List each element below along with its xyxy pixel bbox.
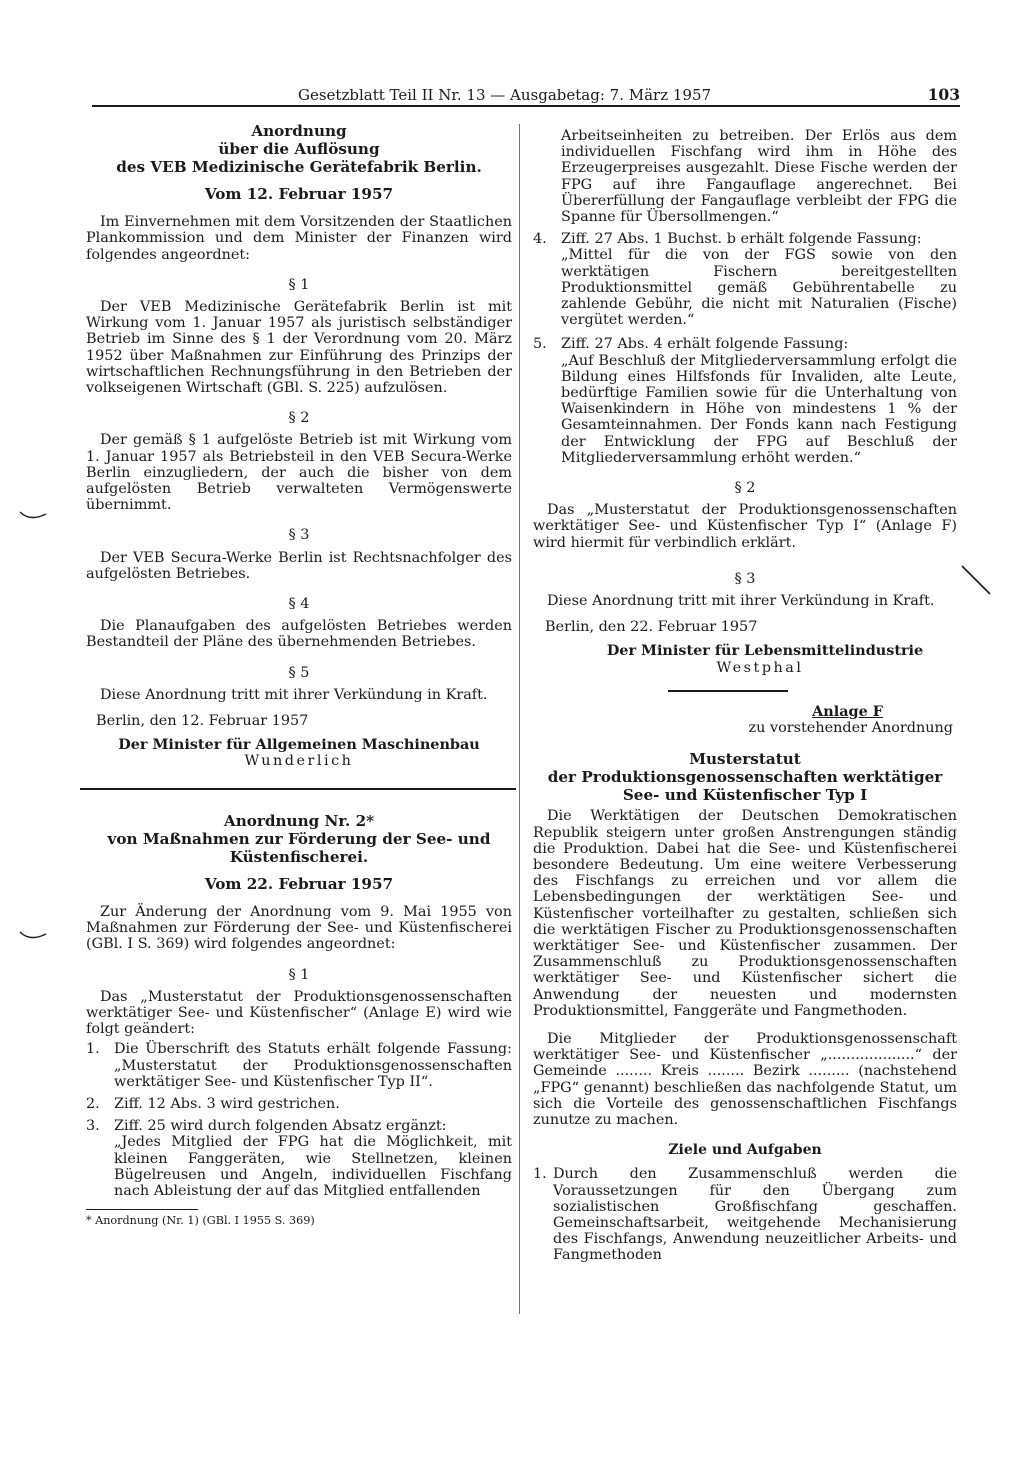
list-item-number: 1. (86, 1041, 100, 1058)
amendment-list-continued (533, 231, 957, 466)
list-item-number: 1. (533, 1166, 547, 1183)
ordinance-2-intro: Zur Änderung der Anordnung vom 9. Mai 1955 von Maßnahmen zur Förderung der See- und Küstenfischerei (GBl. I S. 369) wird folgendes angeordnet: (86, 903, 512, 953)
list-item-number: 2. (86, 1095, 100, 1112)
list-item-number: 3. (86, 1118, 100, 1135)
section-text: Diese Anordnung tritt mit ihrer Verkündung in Kraft. (547, 593, 935, 610)
section-heading: § 2 (288, 410, 310, 427)
margin-mark-right (960, 564, 994, 598)
statute-title (533, 750, 957, 804)
running-title: Gesetzblatt Teil II Nr. 13 — Ausgabetag: 7. März 1957 (298, 86, 712, 104)
ordinance-2-title (86, 812, 512, 866)
ordinance-1-signatory: Wunderlich (244, 753, 354, 770)
annex-label (533, 704, 957, 720)
section-text: Diese Anordnung tritt mit ihrer Verkündung in Kraft. (100, 686, 488, 703)
section-text: Das „Musterstatut der Produktionsgenossenschaften werktätiger See- und Küstenfischer Typ I“ (Anlage F) wird hiermit für verbindlich erklärt. (533, 502, 957, 551)
ordinance-1-intro: Im Einvernehmen mit dem Vorsitzenden der Staatlichen Plankommission und dem Minister der Finanzen wird folgendes angeordnet: (86, 214, 512, 263)
ordinance-2-title-line: von Maßnahmen zur Förderung der See- und (107, 829, 491, 848)
statute-preamble: Die Werktätigen der Deutschen Demokratischen Republik steigern unter großen Anstrengungen ständig die Produktion. Dabei hat die See- und Küstenfischerei besondere Bedeutung. Um eine weitere Verbesserung des Fischfangs zu erreichen und vor allem die Lebensbedingungen der werktätigen See- und Küstenfischer vorteilhafter zu gestalten, schließen sich die werktätigen Fischer zu Produktionsgenossenschaften werktätiger See- und Küstenfischer zusammen. Der Zusammenschluß zu Produktionsgenossenschaften werktätiger See- und Küstenfischer sichert die Anwendung der neuesten und modernsten Produktionsmittel, Fanggeräte und Fangmethoden. (533, 808, 957, 1019)
list-item (86, 1041, 512, 1090)
ordinance-1-title-line: Anordnung (251, 122, 347, 140)
annex-label-text: Anlage F (812, 702, 883, 720)
list-item-text: Ziff. 25 wird durch folgenden Absatz ergänzt: (114, 1118, 447, 1135)
list-item (533, 1166, 957, 1263)
footnote-rule (86, 1209, 198, 1210)
list-item-quote: „Mittel für die von der FGS sowie von den werktätigen Fischern bereitgestellten Produktionsmittel gemäß Gebührentabelle zu zahlende Gebühr, die nicht mit Naturalien (Fische) vergütet werden.“ (561, 247, 957, 329)
list-item-text: Ziff. 27 Abs. 1 Buchst. b erhält folgende Fassung: (561, 231, 922, 248)
list-item (86, 1118, 512, 1134)
ordinance-1-date: Vom 12. Februar 1957 (204, 185, 394, 203)
section-heading: § 5 (288, 664, 310, 681)
section-heading: § 1 (288, 276, 310, 293)
ordinance-2-date: Vom 22. Februar 1957 (204, 874, 394, 893)
list-item-number: 4. (533, 231, 547, 248)
ordinance-1-title-line: über die Auflösung (218, 140, 380, 158)
ordinance-2-title-line: Küstenfischerei. (229, 847, 369, 866)
statute-goals-list (533, 1166, 957, 1263)
list-item (86, 1096, 512, 1112)
section-heading: § 1 (288, 966, 310, 983)
ordinance-1-minister: Der Minister für Allgemeinen Maschinenbau (118, 736, 480, 754)
right-column (533, 118, 957, 1270)
statute-section-heading: Ziele und Aufgaben (668, 1142, 822, 1159)
signature-separator (668, 690, 788, 692)
ordinance-separator (80, 788, 516, 790)
list-item-quote: „Auf Beschluß der Mitgliederversammlung erfolgt die Bildung eines Hilfsfonds für Invaliden, alte Leute, bedürftige Familien sowie für die Unterhaltung von Waisenkindern in Höhe von mindestens 1 % der Gesamteinnahmen. Der Fonds kann nach Festigung der Entwicklung der FPG auf Beschluß der Mitgliederversammlung erhöht werden.“ (561, 352, 957, 466)
list-item (533, 336, 957, 352)
list-item-text: Ziff. 12 Abs. 3 wird gestrichen. (114, 1095, 340, 1112)
amendment-list (86, 1041, 512, 1199)
left-column (86, 118, 512, 1227)
section-heading: § 3 (734, 570, 756, 587)
statute-title-line: See- und Küstenfischer Typ I (622, 786, 868, 805)
ordinance-2-place-date: Berlin, den 22. Februar 1957 (545, 619, 758, 636)
annex-subtitle: zu vorstehender Anordnung (748, 720, 953, 737)
statute-title-line: der Produktionsgenossenschaften werktätiger (547, 768, 943, 787)
list-item-quote: „Jedes Mitglied der FPG hat die Möglichkeit, mit kleinen Fanggeräten, wie Stellnetzen, kleinen Bügelreusen und Angeln, individuellen Fischfang nach Ableistung der auf das Mitglied entfallenden (114, 1134, 512, 1199)
section-heading: § 4 (288, 596, 310, 613)
section-text: Die Planaufgaben des aufgelösten Betriebes werden Bestandteil der Pläne des übernehmenden Betriebes. (86, 618, 512, 651)
list-item-text: Ziff. 27 Abs. 4 erhält folgende Fassung: (561, 336, 849, 353)
running-header (92, 86, 960, 104)
list-item (533, 231, 957, 247)
ordinance-2-title-line: Anordnung Nr. 2* (223, 811, 375, 830)
ordinance-1-title-line: des VEB Medizinische Gerätefabrik Berlin. (116, 158, 482, 176)
statute-title-line: Musterstatut (689, 750, 801, 769)
column-divider (519, 124, 520, 1314)
list-item-number: 5. (533, 336, 547, 353)
statute-members-paragraph: Die Mitglieder der Produktionsgenossenschaft werktätiger See- und Küstenfischer „...................“ der Gemeinde ........ Kreis ........ Bezirk ......... (nachstehend „FPG“ genannt) beschließen das nachfolgende Statut, um sich die Vorteile des genossenschaftlichen Fischfangs zunutze zu machen. (533, 1030, 957, 1128)
list-item-quote-continued: Arbeitseinheiten zu betreiben. Der Erlös aus dem individuellen Fischfang wird ihm in Höhe des Erzeugerpreises ausgezahlt. Diese Fische werden der FPG auf ihre Fangauflage angerechnet. Bei Übererfüllung der Fangauflage verbleibt der FPG die Spanne für Übersollmengen.“ (561, 128, 957, 226)
header-rule (92, 105, 960, 107)
section-text: Das „Musterstatut der Produktionsgenossenschaften werktätiger See- und Küstenfischer“ (Anlage E) wird wie folgt geändert: (86, 988, 512, 1038)
ordinance-1-place-date: Berlin, den 12. Februar 1957 (96, 713, 309, 730)
ordinance-1-title (86, 122, 512, 176)
section-text: Der VEB Medizinische Gerätefabrik Berlin ist mit Wirkung vom 1. Januar 1957 als juristisch selbständiger Betrieb im Sinne des § 1 der Verordnung vom 20. März 1952 über Maßnahmen zur Einführung des Prinzips der wirtschaftlichen Rechnungsführung in den Betrieben der volkseigenen Wirtschaft (GBl. S. 225) aufzulösen. (86, 299, 512, 397)
margin-mark-left-1 (18, 508, 48, 524)
section-heading: § 3 (288, 527, 310, 544)
ordinance-2-signatory: Westphal (716, 659, 804, 676)
ordinance-2-minister: Der Minister für Lebensmittelindustrie (606, 642, 924, 660)
page-number: 103 (927, 85, 960, 104)
section-text: Der gemäß § 1 aufgelöste Betrieb ist mit Wirkung vom 1. Januar 1957 als Betriebsteil in den VEB Secura-Werke Berlin einzugliedern, der auch die bisher von dem aufgelösten Betrieb verwalteten Vermögenswerte übernimmt. (86, 432, 512, 514)
list-item-text: Durch den Zusammenschluß werden die Voraussetzungen für den Übergang zum sozialistischen Großfischfang geschaffen. Gemeinschaftsarbeit, weitgehende Mechanisierung des Fischfangs, Anwendung neuzeitlicher Arbeits- und Fangmethoden (553, 1166, 957, 1264)
section-text: Der VEB Secura-Werke Berlin ist Rechtsnachfolger des aufgelösten Betriebes. (86, 549, 512, 582)
list-item-text: Die Überschrift des Statuts erhält folgende Fassung: „Musterstatut der Produktionsgenossenschaften werktätiger See- und Küstenfischer Typ II“. (114, 1041, 512, 1090)
footnote: * Anordnung (Nr. 1) (GBl. I 1955 S. 369) (86, 1214, 315, 1228)
section-heading: § 2 (734, 480, 756, 497)
margin-mark-left-2 (18, 928, 48, 944)
